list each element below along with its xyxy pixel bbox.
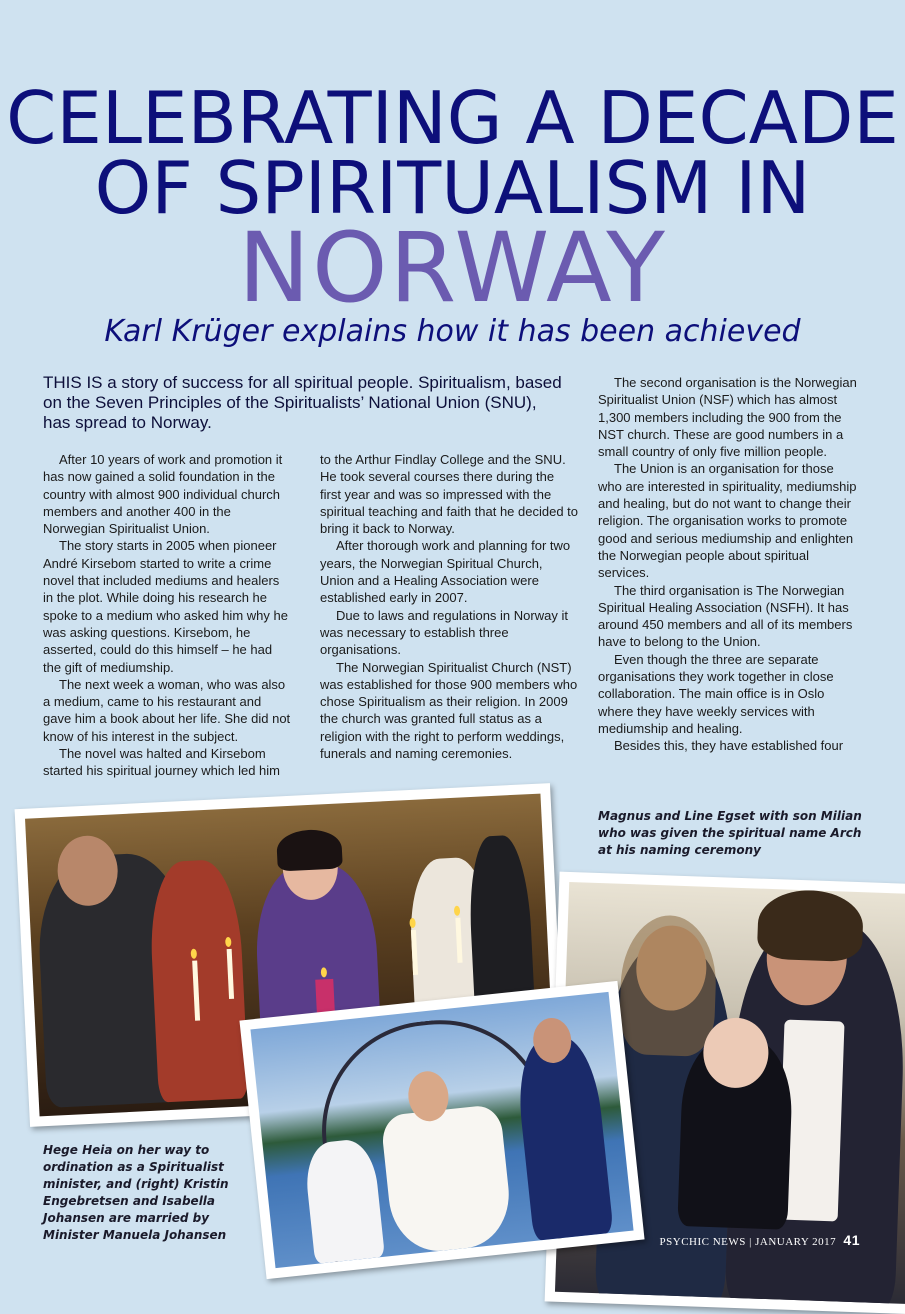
paragraph: Even though the three are separate organisations they work together in close collaboration. The main office is in Oslo where they have weekly services with mediumship and healing. [598, 651, 834, 736]
candle-flame [191, 949, 197, 959]
article-subtitle: Karl Krüger explains how it has been achieved [104, 314, 801, 349]
candle-flame [225, 937, 231, 947]
page-footer [630, 1232, 860, 1248]
ordination-photo-caption: Hege Heia on her way to ordination as a Spiritualist minister, and (right) Kristin Engebretsen and Isabella Johansen are married by Minister Manuela Johansen [43, 1143, 229, 1242]
paragraph: After 10 years of work and promotion it has now gained a solid foundation in the country with almost 900 individual church members and another 400 in the Norwegian Spiritualist Union. [43, 452, 283, 537]
headline-line-2: OF SPIRITUALISM IN [94, 146, 811, 230]
person-figure [618, 914, 718, 1057]
footer-separator: | [749, 1236, 752, 1248]
paragraph: The next week a woman, who was also a medium, came to his restaurant and gave him a book about her life. She did not know of his interest in the subject. [43, 676, 291, 744]
person-figure [276, 828, 343, 871]
paragraph: After thorough work and planning for two years, the Norwegian Spiritual Church, Union and a Healing Association were established early in 2007. [320, 538, 571, 606]
article-column-1 [43, 451, 293, 780]
issue-date: JANUARY 2017 [755, 1236, 837, 1248]
candle-flame [454, 906, 460, 916]
family-photo-caption: Magnus and Line Egset with son Milian who was given the spiritual name Arch at his naming ceremony [598, 809, 862, 857]
article-column-2 [320, 451, 578, 762]
paragraph: The novel was halted and Kirsebom started his spiritual journey which led him [43, 746, 280, 779]
paragraph: The story starts in 2005 when pioneer André Kirsebom started to write a crime novel that included mediums and healers in the plot. While doing his research he spoke to a medium who asked him why he was asking questions. Kirsebom, he asserted, could do this himself – he had the gift of mediumship. [43, 538, 288, 675]
paragraph: Besides this, they have established four [614, 738, 844, 754]
paragraph: The Norwegian Spiritualist Church (NST) was established for those 900 members who chose Spiritualism as their religion. In 2009 the church was granted full status as a religion with the right to perform weddings, funerals and naming ceremonies. [320, 659, 578, 762]
person-figure [757, 889, 864, 963]
wedding-photo [239, 981, 644, 1279]
paragraph: The Union is an organisation for those who are interested in spirituality, mediumship and healing, but do not want to change their religion. The organisation works to promote good and serious mediumship and enlighten the Norwegian people about spiritual services. [598, 461, 857, 581]
paragraph: The third organisation is The Norwegian Spiritual Healing Association (NSFH). It has around 450 members and all of its members have to belong to the Union. [598, 582, 853, 650]
paragraph: Due to laws and regulations in Norway it was necessary to establish three organisations. [320, 607, 568, 658]
paragraph: to the Arthur Findlay College and the SNU. He took several courses there during the first year and was so impressed with the spiritual teaching and faith that he decided to bring it back to Norway. [320, 452, 579, 537]
intro-paragraph: THIS IS a story of success for all spiritual people. Spiritualism, based on the Seven Principles of the Spiritualists’ National Union (SNU), has spread to Norway. [43, 373, 562, 432]
paragraph: The second organisation is the Norwegian Spiritualist Union (NSF) which has almost 1,300 members including the 900 from the NST church. These are good numbers in a small country of only five million people. [598, 375, 857, 460]
headline-line-1: CELEBRATING A DECADE [6, 76, 899, 160]
page-number: 41 [843, 1232, 860, 1248]
headline-line-3: NORWAY [238, 212, 667, 324]
publication-name: PSYCHIC NEWS [659, 1236, 746, 1248]
wedding-photo-image [250, 992, 633, 1268]
article-column-3 [598, 374, 860, 755]
